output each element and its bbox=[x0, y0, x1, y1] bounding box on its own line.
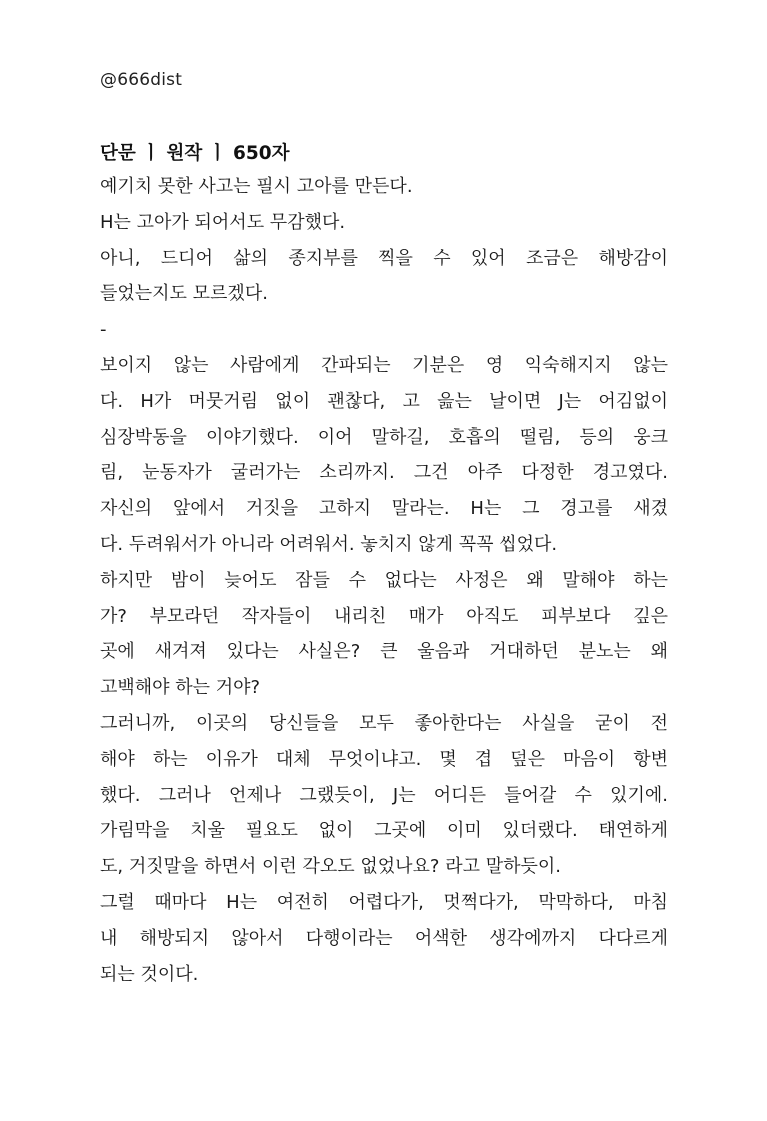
body-line: 보이지 않는 사람에게 간파되는 기분은 영 익숙해지지 않는 bbox=[100, 354, 668, 376]
author-handle: @666dist bbox=[100, 70, 183, 90]
body-line: 림, 눈동자가 굴러가는 소리까지. 그건 아주 다정한 경고였다. bbox=[100, 462, 668, 484]
body-line: 되는 것이다. bbox=[100, 963, 199, 985]
body-line: 고백해야 하는 거야? bbox=[100, 677, 261, 699]
body-line: 했다. 그러나 언제나 그랬듯이, J는 어디든 들어갈 수 있기에. bbox=[100, 784, 668, 806]
body-line: 다. H가 머뭇거림 없이 괜찮다, 고 읊는 날이면 J는 어김없이 bbox=[100, 390, 668, 412]
body-line: 다. 두려워서가 아니라 어려워서. 놓치지 않게 꼭꼭 씹었다. bbox=[100, 533, 558, 555]
body-line: 그럴 때마다 H는 여전히 어렵다가, 멋쩍다가, 막막하다, 마침 bbox=[100, 891, 668, 913]
body-line: 내 해방되지 않아서 다행이라는 어색한 생각에까지 다다르게 bbox=[100, 927, 668, 949]
body-line: 자신의 앞에서 거짓을 고하지 말라는. H는 그 경고를 새겼 bbox=[100, 498, 668, 520]
body-line: 해야 하는 이유가 대체 무엇이냐고. 몇 겹 덮은 마음이 항변 bbox=[100, 748, 668, 770]
document-body bbox=[100, 169, 668, 992]
body-line: 예기치 못한 사고는 필시 고아를 만든다. bbox=[100, 176, 413, 197]
body-line: 하지만 밤이 늦어도 잠들 수 없다는 사정은 왜 말해야 하는 bbox=[100, 569, 668, 591]
body-line: 곳에 새겨져 있다는 사실은? 큰 울음과 거대하던 분노는 왜 bbox=[100, 641, 668, 663]
body-line: 그러니까, 이곳의 당신들을 모두 좋아한다는 사실을 굳이 전 bbox=[100, 712, 668, 734]
body-line: 들었는지도 모르겠다. bbox=[100, 283, 268, 305]
document-title: 단문 ㅣ 원작 ㅣ 650자 bbox=[100, 143, 290, 164]
body-line: - bbox=[100, 319, 107, 341]
body-line: 가? 부모라던 작자들이 내리친 매가 아직도 피부보다 깊은 bbox=[100, 605, 668, 627]
body-line: 도, 거짓말을 하면서 이런 각오도 없었나요? 라고 말하듯이. bbox=[100, 856, 561, 878]
body-line: 아니, 드디어 삶의 종지부를 찍을 수 있어 조금은 해방감이 bbox=[100, 247, 668, 269]
body-line: H는 고아가 되어서도 무감했다. bbox=[100, 211, 346, 233]
body-line: 심장박동을 이야기했다. 이어 말하길, 호흡의 떨림, 등의 웅크 bbox=[100, 426, 668, 448]
body-line: 가림막을 치울 필요도 없이 그곳에 이미 있더랬다. 태연하게 bbox=[100, 820, 668, 842]
